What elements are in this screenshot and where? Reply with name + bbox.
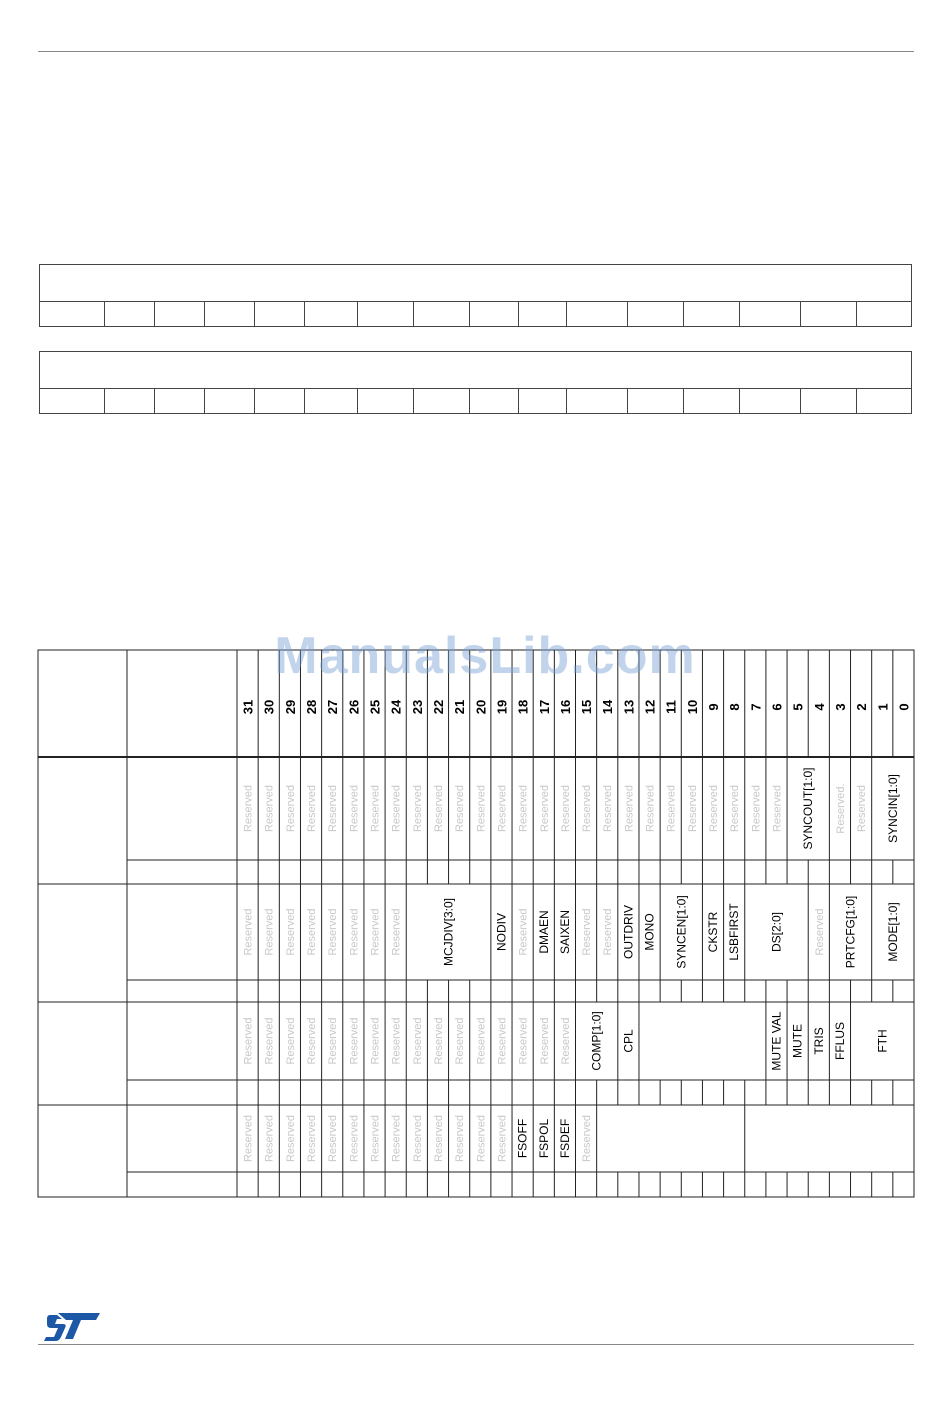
field-label: LSBFIRST [727, 903, 742, 961]
field-label: SYNCIN[1:0] [885, 774, 900, 843]
bit-number: 3 [832, 703, 848, 711]
bit-number: 14 [600, 699, 616, 715]
reserved-label: Reserved [348, 908, 361, 956]
bit-number: 4 [811, 703, 827, 711]
reserved-label: Reserved [348, 1017, 361, 1065]
reserved-label: Reserved [559, 784, 572, 833]
field-label: NODIV [494, 912, 509, 952]
bit-number: 6 [769, 703, 785, 711]
reserved-label: Reserved [242, 908, 255, 956]
bit-number: 10 [684, 699, 700, 715]
reserved-label: Reserved [411, 1114, 424, 1163]
bit-number: 0 [896, 703, 912, 711]
reserved-label: Reserved [454, 1017, 467, 1065]
reserved-label: Reserved [813, 908, 826, 956]
reserved-label: Reserved [602, 908, 615, 956]
field-label: TRIS [811, 1027, 826, 1055]
reserved-label: Reserved [284, 908, 297, 956]
bit-number: 7 [748, 703, 764, 711]
field-label: MUTE VAL [769, 1011, 784, 1071]
bit-number: 23 [409, 699, 425, 715]
reserved-label: Reserved [390, 908, 403, 956]
bit-number: 16 [557, 699, 573, 715]
reserved-label: Reserved [390, 1114, 403, 1163]
st-logo [44, 1311, 102, 1346]
reserved-label: Reserved [242, 1114, 255, 1163]
reserved-label: Reserved [348, 784, 361, 833]
reserved-label: Reserved [284, 784, 297, 833]
field-label: PRTCFG[1:0] [843, 895, 858, 969]
watermark: ManualsLib.com [274, 627, 696, 685]
field-label: COMP[1:0] [589, 1011, 604, 1071]
reserved-label: Reserved [432, 1017, 445, 1065]
bit-number: 13 [621, 699, 637, 715]
reserved-label: Reserved [686, 784, 699, 833]
field-label: MCJDIV[3:0] [441, 897, 456, 967]
reserved-label: Reserved [475, 1017, 488, 1065]
reserved-label: Reserved [263, 908, 276, 956]
reserved-label: Reserved [750, 784, 763, 833]
footer-rule [38, 1344, 914, 1345]
bit-number: 19 [494, 699, 510, 715]
reserved-label: Reserved [306, 784, 319, 833]
field-label: FSPOL [536, 1118, 551, 1159]
field-label: DMAEN [536, 910, 551, 954]
reserved-label: Reserved [432, 1114, 445, 1163]
reserved-label: Reserved [581, 1114, 594, 1163]
field-label: CPL [621, 1029, 636, 1053]
reserved-label: Reserved [369, 1114, 382, 1163]
reserved-label: Reserved [284, 1017, 297, 1065]
field-label: FSDEF [557, 1118, 572, 1159]
bit-number: 21 [452, 699, 468, 715]
reserved-label: Reserved [623, 784, 636, 833]
bit-number: 29 [282, 699, 298, 715]
reserved-label: Reserved [771, 784, 784, 833]
reserved-label: Reserved [517, 1017, 530, 1065]
bit-number: 24 [388, 699, 404, 715]
reserved-label: Reserved [369, 784, 382, 833]
reserved-label: Reserved [581, 784, 594, 833]
reserved-label: Reserved [475, 1114, 488, 1163]
reserved-label: Reserved [263, 1017, 276, 1065]
bit-number: 28 [304, 699, 320, 715]
reserved-label: Reserved [390, 784, 403, 833]
bit-number: 30 [261, 699, 277, 715]
reserved-label: Reserved [411, 1017, 424, 1065]
reserved-label: Reserved [665, 784, 678, 833]
reserved-label: Reserved [432, 784, 445, 833]
bit-number: 2 [854, 703, 870, 711]
field-label: DS[2:0] [769, 911, 784, 953]
bit-number: 26 [346, 699, 362, 715]
reserved-label: Reserved [496, 1017, 509, 1065]
bit-number: 31 [240, 699, 256, 715]
reserved-label: Reserved [496, 1114, 509, 1163]
field-label: CKSTR [706, 911, 721, 953]
bit-number: 11 [663, 700, 679, 714]
bit-number: 5 [790, 703, 806, 711]
field-label: MODE[1:0] [885, 902, 900, 962]
reserved-label: Reserved [284, 1114, 297, 1163]
field-label: FTH [875, 1029, 890, 1053]
bit-number: 18 [515, 699, 531, 715]
reserved-label: Reserved [644, 784, 657, 833]
reserved-label: Reserved [369, 908, 382, 956]
bit-number: 15 [579, 699, 595, 715]
reserved-label: Reserved [517, 784, 530, 833]
reserved-label: Reserved. [834, 783, 847, 834]
reserved-label: Reserved [263, 1114, 276, 1163]
bit-number: 12 [642, 699, 658, 715]
field-label: SYNCEN[1:0] [674, 895, 689, 969]
reserved-label: Reserved [327, 908, 340, 956]
reserved-label: Reserved [242, 1017, 255, 1065]
field-label: OUTDRIV [621, 905, 636, 959]
reserved-label: Reserved [496, 784, 509, 833]
bit-number: 1 [875, 703, 891, 711]
field-label: SYNCOUT[1:0] [801, 767, 816, 850]
reserved-label: Reserved [538, 1017, 551, 1065]
bit-number: 27 [325, 699, 341, 715]
bit-number: 25 [367, 699, 383, 715]
reserved-label: Reserved [454, 784, 467, 833]
reserved-label: Reserved [390, 1017, 403, 1065]
reserved-label: Reserved [327, 1114, 340, 1163]
bit-number: 22 [430, 699, 446, 715]
reserved-label: Reserved [856, 784, 869, 833]
reserved-label: Reserved [538, 784, 551, 833]
bit-number: 8 [727, 703, 743, 711]
reserved-label: Reserved [475, 784, 488, 833]
reserved-label: Reserved [411, 784, 424, 833]
reserved-label: Reserved [708, 784, 721, 833]
reserved-label: Reserved [581, 908, 594, 956]
bit-number: 17 [536, 699, 552, 715]
bit-number: 20 [473, 699, 489, 715]
reserved-label: Reserved [729, 784, 742, 833]
reserved-label: Reserved [263, 784, 276, 833]
reserved-label: Reserved [327, 1017, 340, 1065]
field-label: MONO [642, 913, 657, 951]
reserved-label: Reserved [517, 908, 530, 956]
reserved-label: Reserved [306, 1114, 319, 1163]
bit-number: 9 [706, 703, 722, 711]
reserved-label: Reserved [348, 1114, 361, 1163]
reserved-label: Reserved [306, 908, 319, 956]
reserved-label: Reserved [306, 1017, 319, 1065]
reserved-label: Reserved [242, 784, 255, 833]
reserved-label: Reserved [369, 1017, 382, 1065]
reserved-label: Reserved [559, 1017, 572, 1065]
reserved-label: Reserved [454, 1114, 467, 1163]
field-label: FSOFF [515, 1118, 530, 1159]
reserved-label: Reserved [602, 784, 615, 833]
field-label: FFLUS [832, 1021, 847, 1061]
field-label: SAIXEN [557, 909, 572, 955]
reserved-label: Reserved [327, 784, 340, 833]
field-label: MUTE [790, 1024, 805, 1058]
